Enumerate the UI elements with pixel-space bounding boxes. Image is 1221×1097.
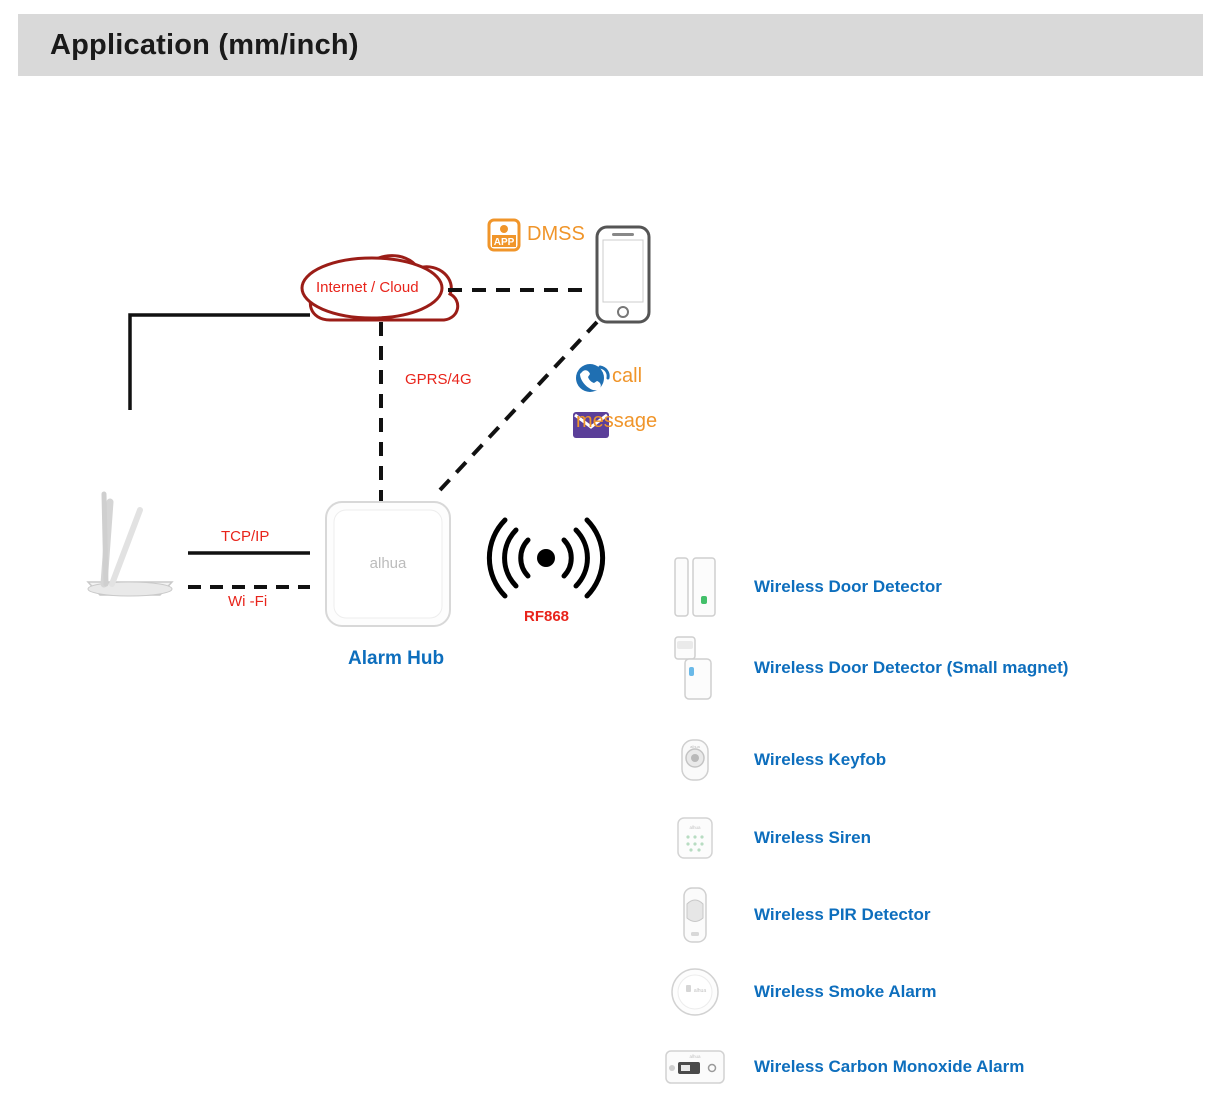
wireless-carbon-monoxide-alarm-icon (660, 1037, 730, 1097)
tcpip-label: TCP/IP (221, 528, 270, 545)
device-list-item (660, 1037, 1200, 1097)
wireless-door-detector-small-magnet-icon (660, 638, 730, 698)
message-label: message (576, 410, 658, 432)
wireless-siren-icon (660, 808, 730, 868)
call-icon (576, 364, 608, 392)
device-label: Wireless Door Detector (Small magnet) (754, 658, 1069, 677)
cloud-label: Internet / Cloud (316, 279, 419, 296)
section-header-bar (18, 14, 1203, 76)
device-label: Wireless Smoke Alarm (754, 982, 937, 1001)
application-diagram (0, 90, 1221, 1076)
device-label: Wireless Door Detector (754, 577, 942, 596)
dmss-label: DMSS (527, 223, 585, 245)
device-label: Wireless Keyfob (754, 750, 887, 769)
svg-text:alhua: alhua (689, 825, 701, 830)
device-list-item (660, 557, 1200, 617)
device-label: Wireless PIR Detector (754, 905, 931, 924)
device-list-item (660, 638, 1200, 698)
wireless-smoke-alarm-icon (660, 962, 730, 1022)
wireless-door-detector-icon (660, 557, 730, 617)
rf-signal-icon (489, 520, 602, 596)
alarm-hub-icon (326, 502, 450, 626)
page-title: Application (mm/inch) (50, 28, 359, 61)
wifi-label: Wi -Fi (228, 593, 268, 610)
device-list-item (660, 885, 1200, 945)
rf868-label: RF868 (524, 608, 570, 625)
wireless-pir-detector-icon (660, 885, 730, 945)
svg-text:alhua: alhua (693, 988, 707, 994)
smartphone-icon (597, 227, 649, 322)
device-list-item (660, 962, 1200, 1022)
device-list-item (660, 730, 1200, 790)
svg-text:alhua: alhua (689, 1054, 701, 1059)
device-label: Wireless Siren (754, 828, 872, 847)
alarm-hub-label: Alarm Hub (348, 648, 445, 669)
device-list-item (660, 808, 1200, 868)
dmss-app-icon (489, 220, 519, 250)
call-label: call (612, 365, 643, 387)
device-label: Wireless Carbon Monoxide Alarm (754, 1057, 1025, 1076)
router-icon (88, 494, 172, 596)
wireless-keyfob-icon (660, 730, 730, 790)
svg-text:alhua: alhua (690, 744, 700, 749)
gprs-label: GPRS/4G (405, 371, 472, 388)
svg-text:APP: APP (493, 237, 515, 248)
svg-text:alhua: alhua (369, 555, 407, 572)
